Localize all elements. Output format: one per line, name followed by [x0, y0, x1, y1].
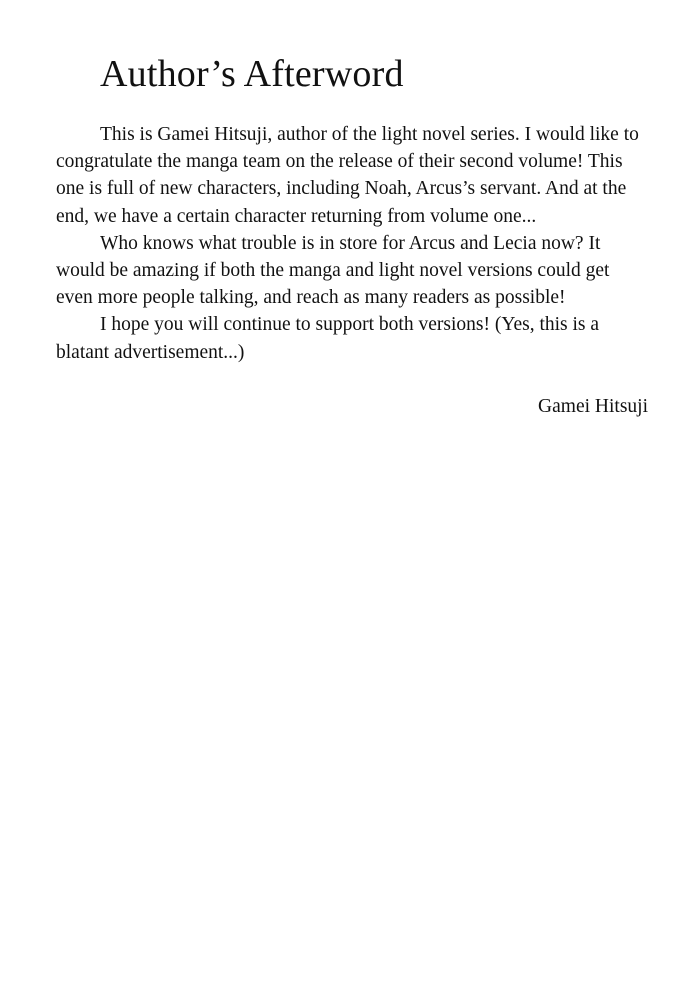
afterword-body: [56, 121, 650, 366]
paragraph-2: Who knows what trouble is in store for Arcus and Lecia now? It would be amazing if both the manga and light novel versions could get even more people talking, and reach as many readers as possible!: [56, 232, 610, 309]
paragraph-3: I hope you will continue to support both versions! (Yes, this is a blatant advertisement...): [56, 314, 600, 363]
author-signature: Gamei Hitsuji: [538, 396, 648, 417]
paragraph-1: This is Gamei Hitsuji, author of the light novel series. I would like to congratulate the manga team on the release of their second volume! This one is full of new characters, including Noah, Arcus’s servant. And at the end, we have a certain character returning from volume one...: [56, 124, 639, 227]
page-title: Author’s Afterword: [100, 53, 404, 95]
